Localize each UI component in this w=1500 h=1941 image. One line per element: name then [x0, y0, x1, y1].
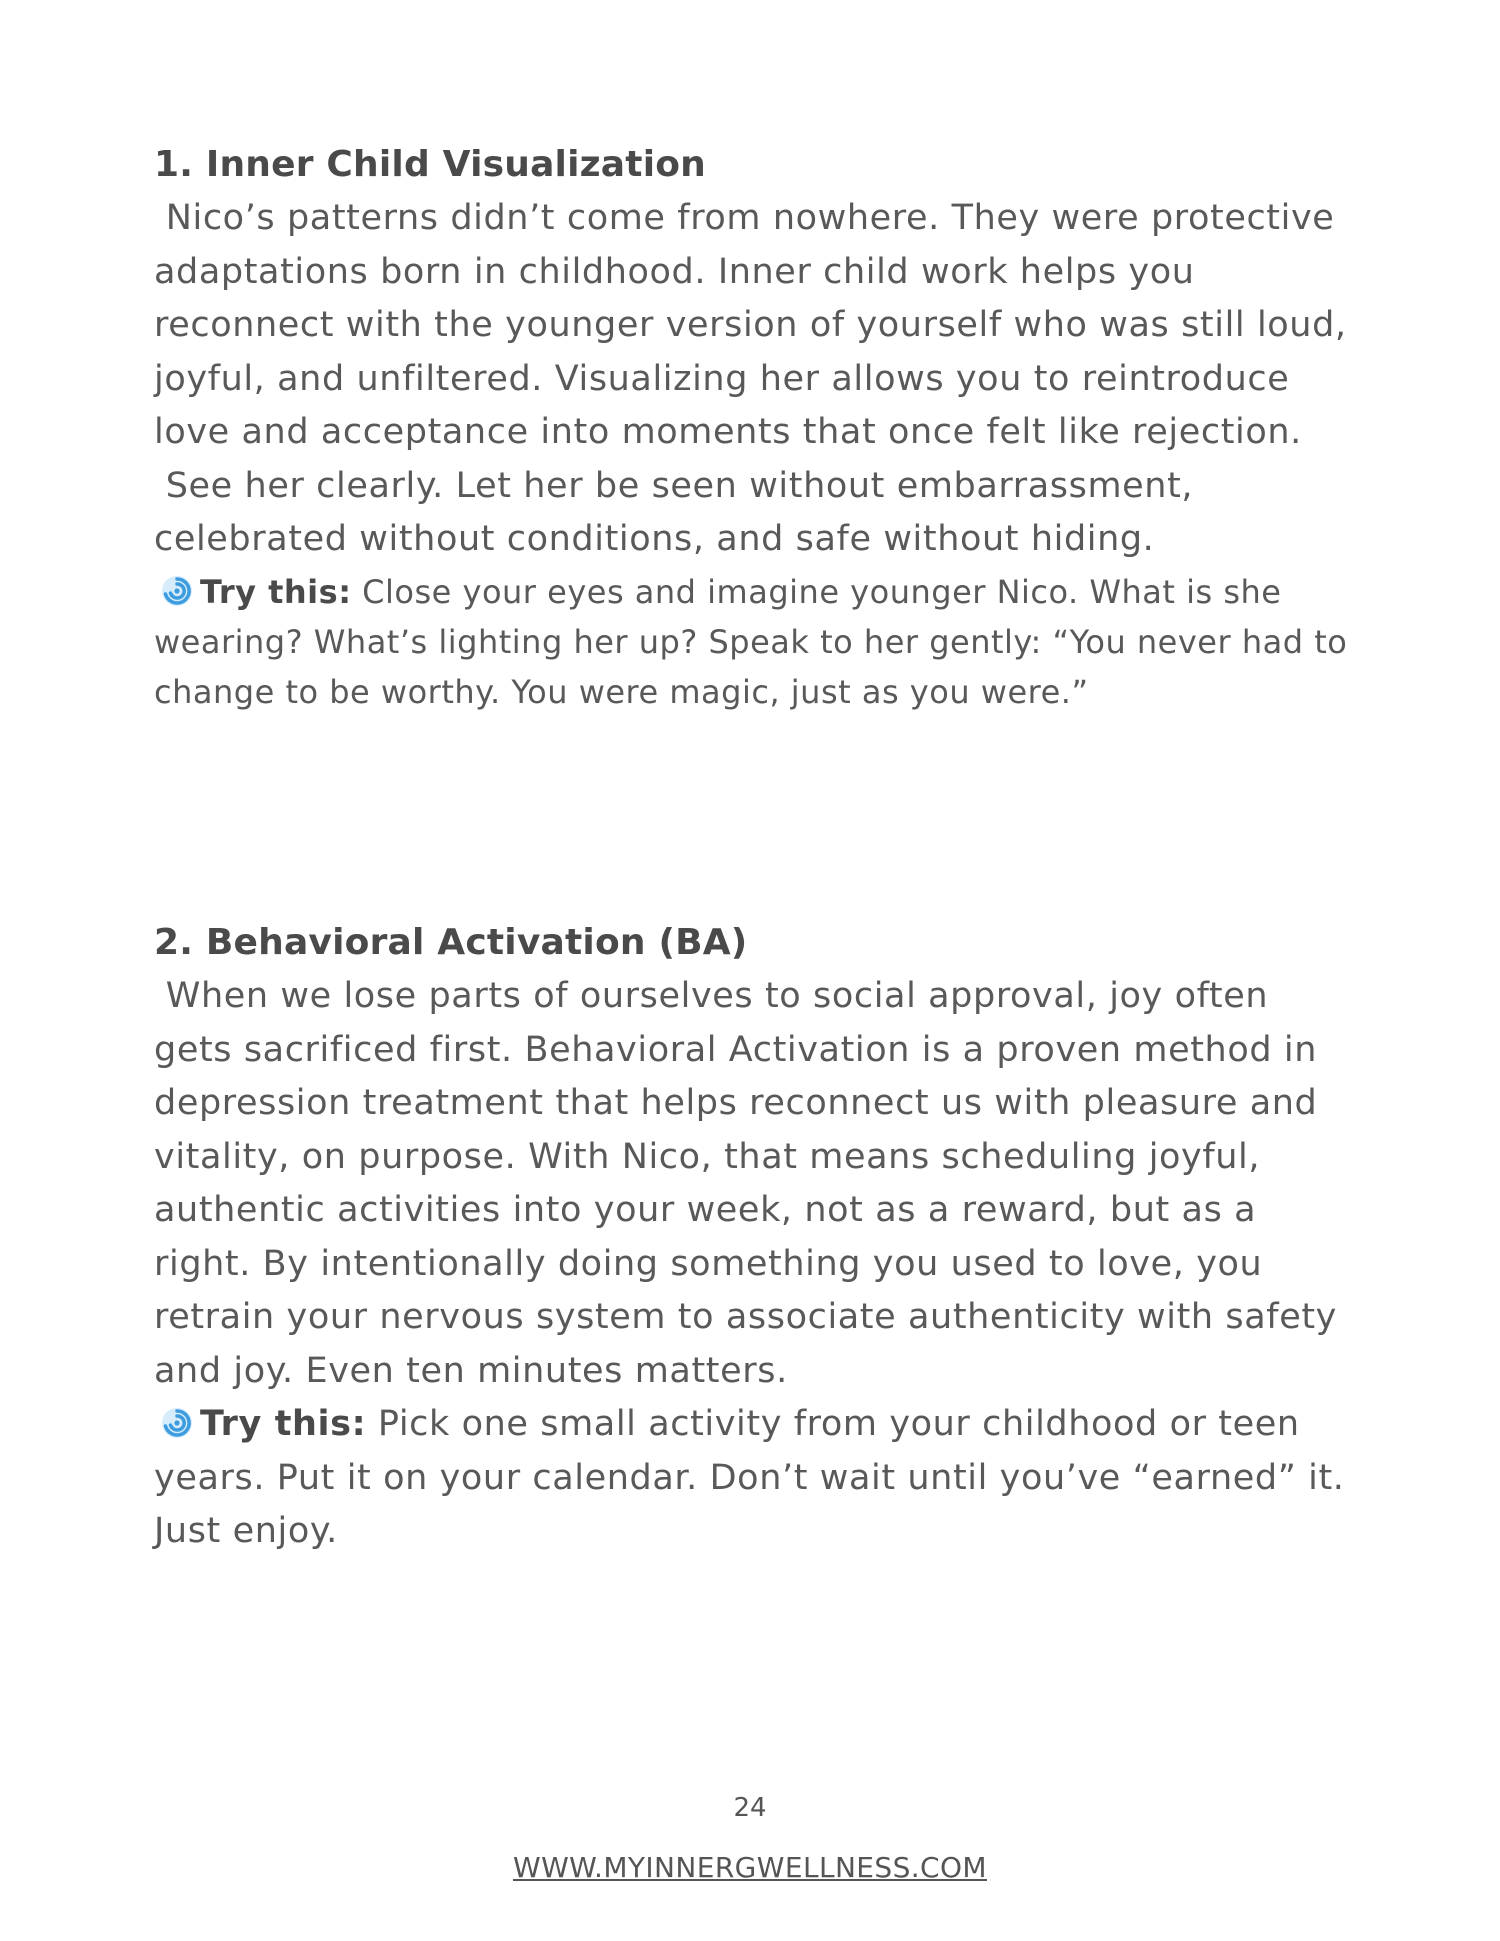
try-this-text: Close your eyes and imagine younger Nico. What is she wearing? What’s lighting her up? Speak to her gently: “You never had to change to be worthy. You were magic, just as you were.” [154, 572, 1348, 711]
page-number: 24 [733, 1793, 767, 1823]
section-paragraph: See her clearly. Let her be seen without embarrassment, celebrated without conditions, and safe without hiding. [154, 465, 1205, 559]
section-behavioral-activation [154, 916, 1354, 1559]
section-heading: 1. Inner Child Visualization [154, 144, 706, 185]
try-this-label: Try this: [200, 1404, 367, 1444]
website-link[interactable]: WWW.MYINNERGWELLNESS.COM [512, 1851, 987, 1884]
try-this-tip [154, 1398, 1354, 1559]
try-this-tip [154, 567, 1354, 717]
section-heading: 2. Behavioral Activation (BA) [154, 922, 748, 963]
try-this-text: Pick one small activity from your childhood or teen years. Put it on your calendar. Don’t wait until you’ve “earned” it. Just enjoy. [154, 1404, 1345, 1551]
cyclone-icon [160, 1403, 194, 1437]
cyclone-icon [160, 572, 194, 606]
section-paragraph: Nico’s patterns didn’t come from nowhere. They were protective adaptations born in childhood. Inner child work helps you reconnect with the younger version of yourself who was still loud, joyful, and unfiltered. Visualizing her allows you to reintroduce love and acceptance into moments that once felt like rejection. [154, 198, 1359, 452]
section-inner-child-visualization [154, 138, 1359, 717]
try-this-label: Try this: [200, 572, 352, 611]
section-paragraph: When we lose parts of ourselves to social approval, joy often gets sacrificed first. Behavioral Activation is a proven method in depression treatment that helps reconnect us with pleasure and vitality, on purpose. With Nico, that means scheduling joyful, authentic activities into your week, not as a reward, but as a right. By intentionally doing something you used to love, you retrain your nervous system to associate authenticity with safety and joy. Even ten minutes matters. [154, 976, 1349, 1391]
